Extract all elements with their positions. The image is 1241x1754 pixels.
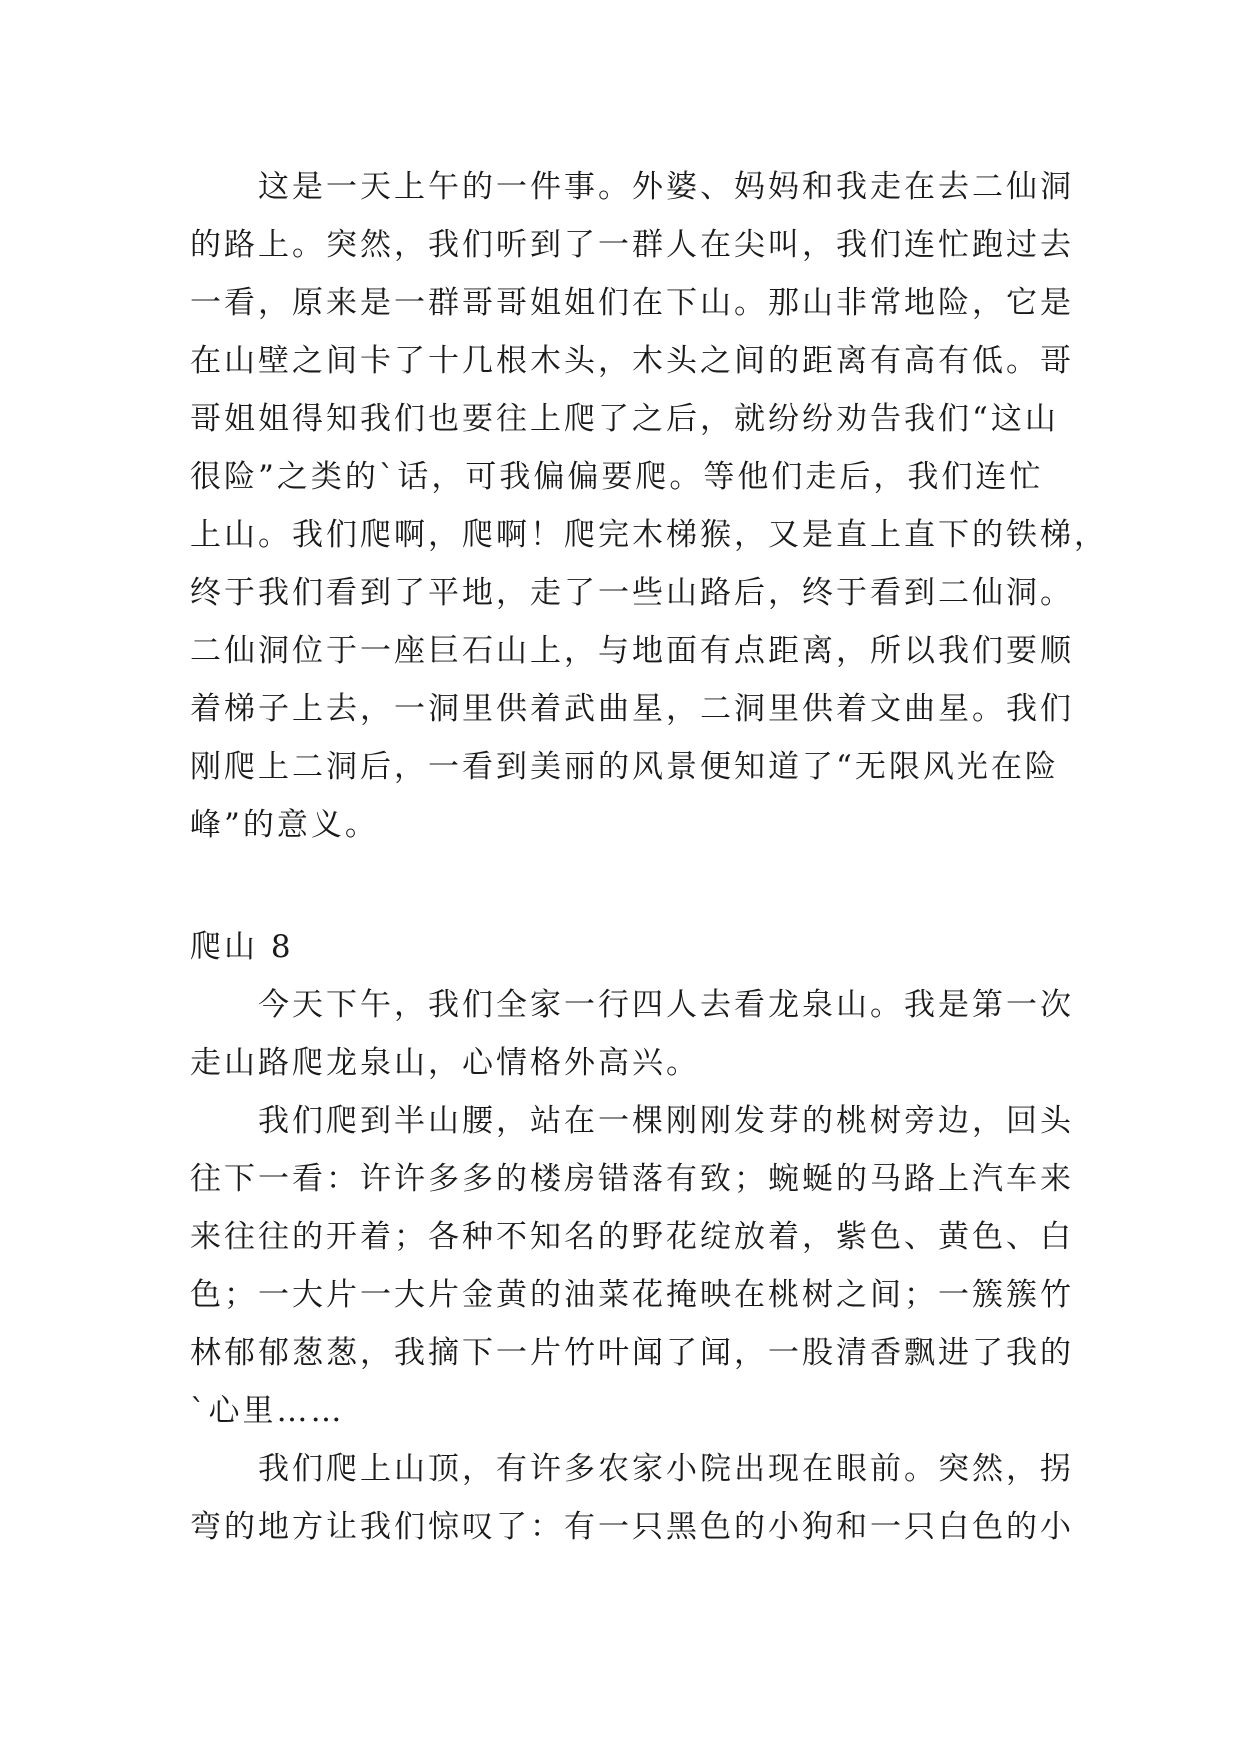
paragraph-line: 林郁郁葱葱，我摘下一片竹叶闻了闻，一股清香飘进了我的 [190, 1335, 1074, 1371]
paragraph-line: 我们爬上山顶，有许多农家小院出现在眼前。突然，拐 [258, 1451, 1074, 1487]
paragraph-line: 峰”的意义。 [190, 807, 379, 843]
article-title: 爬山 8 [190, 929, 294, 965]
paragraph-line: 来往往的开着；各种不知名的野花绽放着，紫色、黄色、白 [190, 1219, 1074, 1255]
paragraph-line: 一看，原来是一群哥哥姐姐们在下山。那山非常地险，它是 [190, 285, 1074, 321]
paragraph-line: 这是一天上午的一件事。外婆、妈妈和我走在去二仙洞 [258, 169, 1074, 205]
paragraph-line: 上山。我们爬啊，爬啊！爬完木梯猴，又是直上直下的铁梯， [190, 517, 1108, 553]
paragraph-line: 着梯子上去，一洞里供着武曲星，二洞里供着文曲星。我们 [190, 691, 1074, 727]
paragraph-line: 二仙洞位于一座巨石山上，与地面有点距离，所以我们要顺 [190, 633, 1074, 669]
article-1-body [190, 158, 1108, 854]
paragraph-line: 哥姐姐得知我们也要往上爬了之后，就纷纷劝告我们“这山 [190, 401, 1059, 437]
paragraph-line: 色；一大片一大片金黄的油菜花掩映在桃树之间；一簇簇竹 [190, 1277, 1074, 1313]
paragraph-line: 的路上。突然，我们听到了一群人在尖叫，我们连忙跑过去 [190, 227, 1074, 263]
paragraph-line: `心里…… [190, 1393, 345, 1429]
paragraph-line: 走山路爬龙泉山，心情格外高兴。 [190, 1045, 700, 1081]
paragraph-line: 刚爬上二洞后，一看到美丽的风景便知道了“无限风光在险 [190, 749, 1059, 785]
paragraph-line: 很险”之类的`话，可我偏偏要爬。等他们走后，我们连忙 [190, 459, 1044, 495]
paragraph-line: 往下一看：许许多多的楼房错落有致；蜿蜒的马路上汽车来 [190, 1161, 1074, 1197]
paragraph-line: 在山壁之间卡了十几根木头，木头之间的距离有高有低。哥 [190, 343, 1074, 379]
article-2-body [190, 918, 1074, 1556]
paragraph-line: 终于我们看到了平地，走了一些山路后，终于看到二仙洞。 [190, 575, 1074, 611]
paragraph-line: 今天下午，我们全家一行四人去看龙泉山。我是第一次 [258, 987, 1074, 1023]
paragraph-line: 我们爬到半山腰，站在一棵刚刚发芽的桃树旁边，回头 [258, 1103, 1074, 1139]
paragraph-line: 弯的地方让我们惊叹了：有一只黑色的小狗和一只白色的小 [190, 1509, 1074, 1545]
